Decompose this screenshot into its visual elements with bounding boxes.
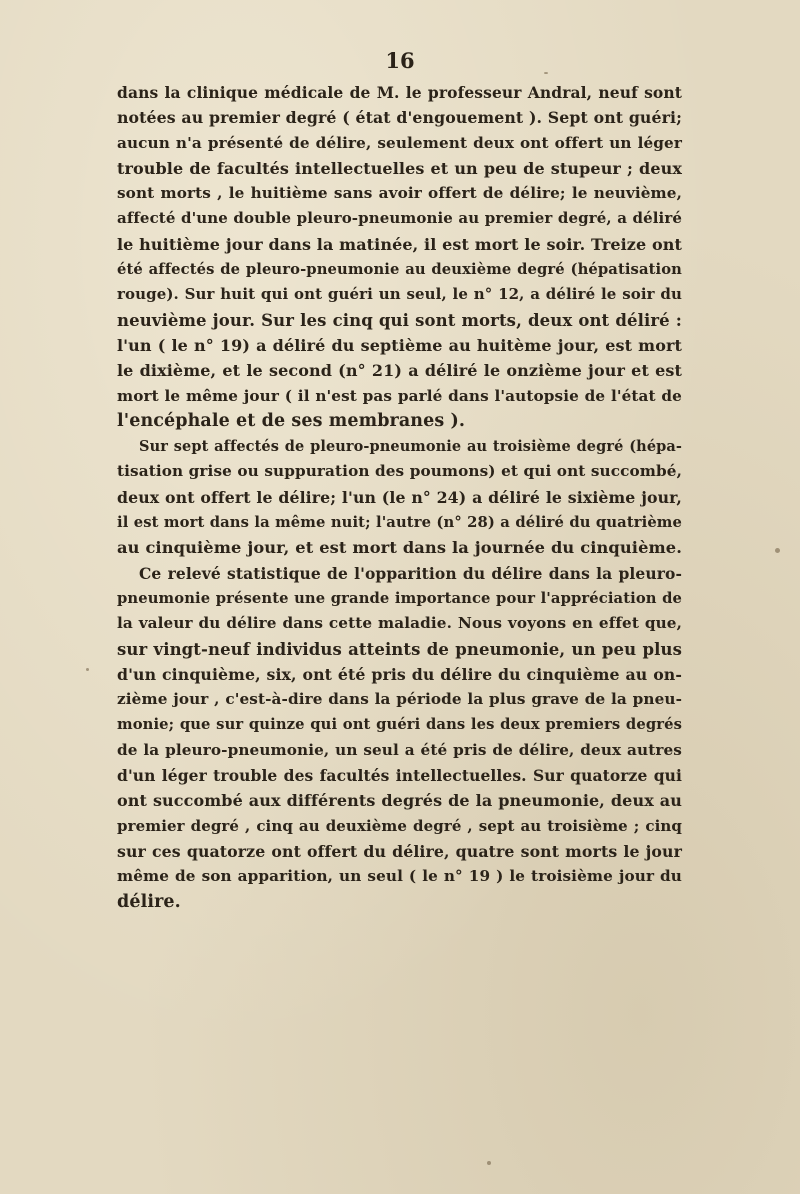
text-line: notées au premier degré ( état d'engouement ). Sept ont guéri;: [117, 108, 682, 128]
text-line: monie; que sur quinze qui ont guéri dans les deux premiers degrés: [117, 716, 682, 734]
paper-speck: [775, 548, 780, 553]
text-line: affecté d'une double pleuro-pneumonie au premier degré, a déliré: [117, 209, 682, 228]
text-line: l'un ( le n° 19) a déliré du septième au huitème jour, est mort: [117, 335, 682, 355]
text-line: au cinquième jour, et est mort dans la journée du cinquième.: [117, 538, 682, 558]
text-line: sur vingt-neuf individus atteints de pneumonie, un peu plus: [117, 639, 682, 659]
text-line: la valeur du délire dans cette maladie. Nous voyons en effet que,: [117, 614, 682, 633]
text-line: premier degré , cinq au deuxième degré , sept au troisième ; cinq: [117, 816, 682, 835]
text-line: ont succombé aux différents degrés de la pneumonie, deux au: [117, 791, 682, 811]
text-line: deux ont offert le délire; l'un (le n° 24) a déliré le sixième jour,: [117, 487, 682, 507]
text-line: zième jour , c'est-à-dire dans la période la plus grave de la pneu-: [117, 690, 682, 709]
text-line: pneumonie présente une grande importance pour l'appréciation de: [117, 589, 682, 607]
text-line: Ce relevé statistique de l'opparition du délire dans la pleuro-: [139, 563, 682, 583]
text-line: le dixième, et le second (n° 21) a déliré le onzième jour et est: [117, 361, 682, 381]
text-line: rouge). Sur huit qui ont guéri un seul, le n° 12, a déliré le soir du: [117, 285, 682, 304]
text-line: mort le même jour ( il n'est pas parlé dans l'autopsie de l'état de: [117, 386, 682, 405]
text-line: délire.: [117, 891, 181, 912]
text-line: tisation grise ou suppuration des poumons) et qui ont succombé,: [117, 462, 682, 481]
page-number: 16: [385, 48, 415, 73]
body-text: [117, 80, 682, 915]
text-line: dans la clinique médicale de M. le professeur Andral, neuf sont: [117, 83, 682, 102]
paper-speck: [544, 72, 548, 74]
text-line: d'un léger trouble des facultés intellectuelles. Sur quatorze qui: [117, 766, 682, 786]
text-line: sont morts , le huitième sans avoir offert de délire; le neuvième,: [117, 184, 682, 203]
text-line: neuvième jour. Sur les cinq qui sont morts, deux ont déliré :: [117, 310, 682, 330]
text-line: de la pleuro-pneumonie, un seul a été pris de délire, deux autres: [117, 740, 682, 759]
text-line: aucun n'a présenté de délire, seulement deux ont offert un léger: [117, 133, 682, 152]
text-line: été affectés de pleuro-pneumonie au deuxième degré (hépatisation: [117, 261, 682, 279]
text-line: d'un cinquième, six, ont été pris du délire du cinquième au on-: [117, 664, 682, 684]
paper-speck: [487, 1161, 491, 1165]
paper-speck: [86, 668, 89, 671]
text-line: sur ces quatorze ont offert du délire, quatre sont morts le jour: [117, 841, 682, 861]
text-line: Sur sept affectés de pleuro-pneumonie au troisième degré (hépa-: [139, 438, 682, 456]
text-line: le huitième jour dans la matinée, il est mort le soir. Treize ont: [117, 234, 682, 254]
text-line: il est mort dans la même nuit; l'autre (n° 28) a déliré du quatrième: [117, 514, 682, 532]
text-line: même de son apparition, un seul ( le n° 19 ) le troisième jour du: [117, 867, 682, 886]
text-line: trouble de facultés intellectuelles et un peu de stupeur ; deux: [117, 158, 682, 178]
text-line: l'encéphale et de ses membranes ).: [117, 410, 466, 431]
